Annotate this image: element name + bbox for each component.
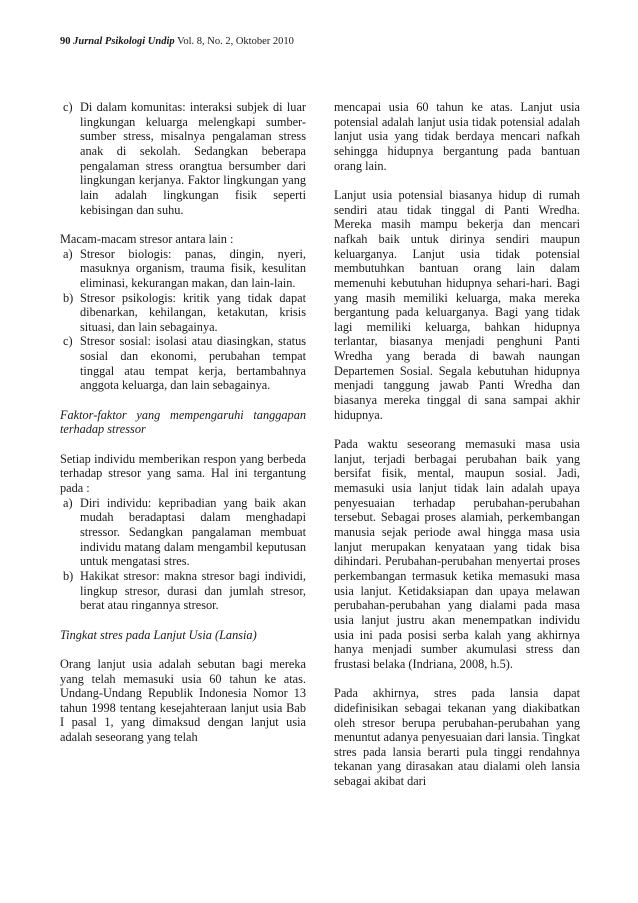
list-label: b)	[63, 568, 74, 583]
journal-issue: Vol. 8, No. 2, Oktober 2010	[177, 36, 294, 47]
list-label: a)	[63, 495, 73, 510]
stressor-item	[60, 247, 306, 291]
list-text: Stresor psikologis: kritik yang tidak dapat dibenarkan, kehilangan, ketakutan, krisis situasi, dan lain sebagainya.	[80, 290, 306, 334]
left-column	[60, 100, 306, 745]
paragraph: Orang lanjut usia adalah sebutan bagi mereka yang telah memasuki usia 60 tahun ke atas. Undang-Undang Republik Indonesia Nomor 13 tahun 1998 tentang kesejahteraan lanjut usia Bab I pasal 1, yang dimaksud dengan lanjut usia adalah seseorang yang telah	[60, 656, 306, 745]
list-label: c)	[63, 334, 73, 349]
stressor-item	[60, 291, 306, 335]
section-heading-stress-elderly: Tingkat stres pada Lanjut Usia (Lansia)	[60, 627, 257, 642]
list-label: c)	[63, 100, 73, 114]
page-number: 90	[60, 36, 71, 47]
list-text: Di dalam komunitas: interaksi subjek di luar lingkungan keluarga melengkapi sumber-sumber stress, misalnya pengalaman stress anak di sekolah. Sedangkan beberapa pengalaman stress orangtua bersumber dari lingkungan kerjanya. Faktor lingkungan yang lain adalah lingkungan fisik seperti kebisingan dan suhu.	[80, 100, 306, 217]
list-text: Hakikat stresor: makna stresor bagi individi, lingkup stresor, durasi dan jumlah stresor, berat atau ringannya stresor.	[80, 568, 306, 613]
paragraph: Pada akhirnya, stres pada lansia dapat didefinisikan sebagai tekanan yang diakibatkan oleh stresor berupa perubahan-perubahan yang menuntut adanya penyesuaian dari lansia. Tingkat stres pada lansia berarti pula tinggi rendahnya tekanan yang dirasakan atau dialami oleh lansia sebagai akibat dari	[334, 686, 580, 789]
journal-title: Jurnal Psikologi Undip	[73, 36, 175, 47]
section-heading-factors: Faktor-faktor yang mempengaruhi tanggapan terhadap stressor	[60, 407, 306, 437]
paragraph: Setiap individu memberikan respon yang berbeda terhadap stresor yang sama. Hal ini tergantung pada :	[60, 451, 306, 496]
list-text: Stresor sosial: isolasi atau diasingkan, status sosial dan ekonomi, perubahan tempat tinggal atau tempat kerja, bertambahnya anggota keluarga, dan lain sebagainya.	[80, 334, 306, 393]
list-text: Stresor biologis: panas, dingin, nyeri, masuknya organism, trauma fisik, kesulitan eliminasi, kekurangan makan, dan lain-lain.	[80, 246, 306, 290]
list-item-community	[60, 100, 306, 217]
stressor-item	[60, 334, 306, 393]
list-label: b)	[63, 290, 74, 305]
list-text: Diri individu: kepribadian yang baik akan mudah beradaptasi dalam menghadapi stressor. Sedangkan pangalaman membuat individu matang dalam mengambil keputusan untuk mengatasi stres.	[80, 495, 306, 569]
stressor-intro: Macam-macam stresor antara lain :	[60, 231, 234, 246]
list-label: a)	[63, 246, 73, 261]
paragraph: Pada waktu seseorang memasuki masa usia lanjut, terjadi berbagai perubahan baik yang bersifat fisik, mental, maupun sosial. Jadi, memasuki usia lanjut tidak lain adalah upaya penyesuaian terhadap perubahan-perubahan tersebut. Sebagai proses alamiah, perkembangan manusia sejak periode awal hingga masa usia lanjut merupakan kenyataan yang tidak bisa dihindari. Perubahan-perubahan menyertai proses perkembangan termasuk ketika memasuki masa usia lanjut. Ketidaksiapan dan upaya melawan perubahan-perubahan yang dialami pada masa usia lanjut justru akan menempatkan individu usia ini pada posisi serba kalah yang akhirnya hanya menjadi sumber akumulasi stress dan frustasi belaka (Indriana, 2008, h.5).	[334, 437, 580, 671]
paragraph: Lanjut usia potensial biasanya hidup di rumah sendiri atau tidak tinggal di Panti Wredha. Mereka masih mampu bekerja dan mencari nafkah baik untuk dirinya sendiri maupun keluarganya. Lanjut usia tidak potensial membutuhkan bantuan orang lain dalam memenuhi kebutuhan hidupnya sehari-hari. Bagi yang masih memiliki keluarga, maka mereka bergantung pada keluarganya. Bagi yang tidak lagi memiliki keluarga, bahkan hidupnya terlantar, biasanya menjadi penghuni Panti Wredha yang berada di bawah naungan Departemen Sosial. Segala kebutuhan hidupnya menjadi tanggung jawab Panti Wredha dan biasanya mereka tinggal di sana sampai akhir hidupnya.	[334, 187, 580, 422]
factor-item	[60, 569, 306, 613]
paragraph: mencapai usia 60 tahun ke atas. Lanjut usia potensial adalah lanjut usia tidak potensial adalah lanjut usia yang tidak berdaya mencari nafkah sehingga hidupnya bergantung pada bantuan orang lain.	[334, 100, 580, 173]
right-column	[334, 100, 580, 789]
factor-item	[60, 496, 306, 569]
running-header	[60, 36, 294, 47]
